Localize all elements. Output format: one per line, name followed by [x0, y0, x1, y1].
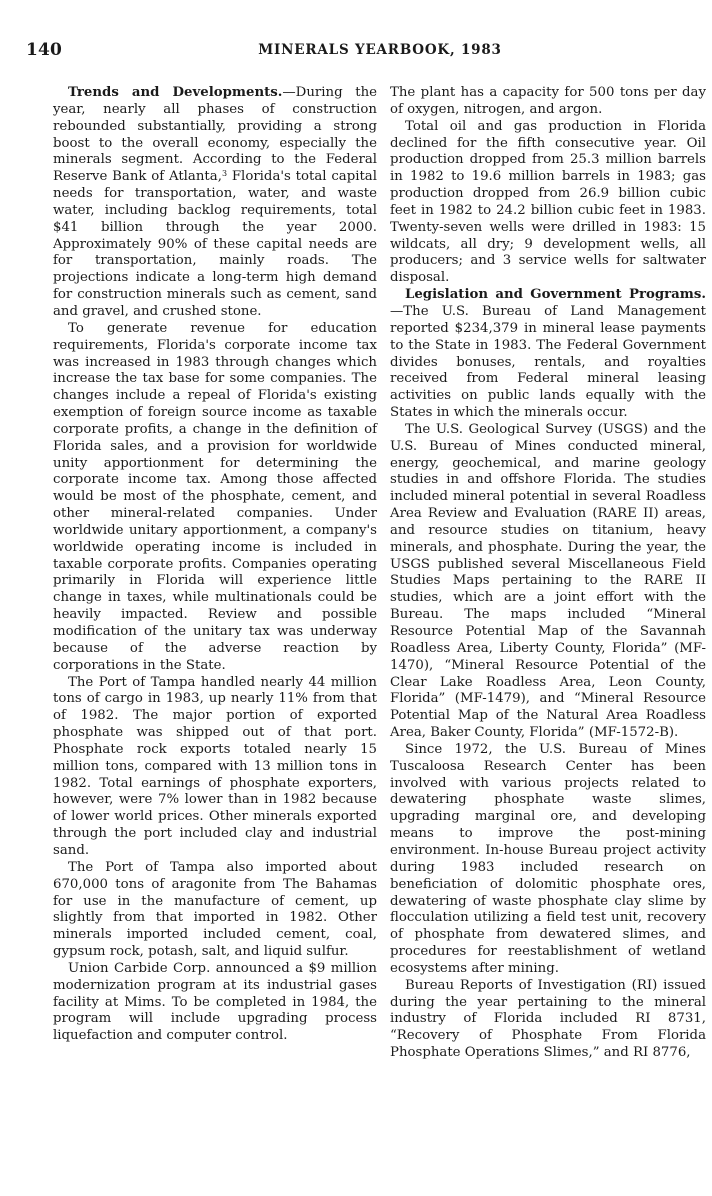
- paragraph-oil-and-gas: Total oil and gas production in Florida declined for the fifth consecutive year. Oil production dropped from 25.3 million barrels in 1982 to 19.6 million barrels in 1983; gas production dropped from 26.9 billion cubic feet in 1982 to 24.2 billion cubic feet in 1983. Twenty-seven wells were drilled in 1983: 15 wildcats, all dry; 9 development wells, all producers; and 3 service wells for saltwater disposal.: [390, 118, 706, 286]
- paragraph-text: Florida's total capital needs for transportation, water, and waste water, including backlog requirements, total $41 billion through the year 2000. Approximately 90% of these capital needs are for transportation, mainly roads. The projections indicate a long-term high demand for construction minerals such as cement, sand and gravel, and crushed stone.: [53, 169, 377, 319]
- paragraph-usgs-studies: The U.S. Geological Survey (USGS) and the U.S. Bureau of Mines conducted mineral, energy, geochemical, and marine geology studies in and offshore Florida. The studies included mineral potential in several Roadless Area Review and Evaluation (RARE II) areas, and resource studies on titanium, heavy minerals, and phosphate. During the year, the USGS published several Miscellaneous Field Studies Maps pertaining to the RARE II studies, which are a joint effort with the Bureau. The maps included “Mineral Resource Potential Map of the Savannah Roadless Area, Liberty County, Florida” (MF-1470), “Mineral Resource Potential of the Clear Lake Roadless Area, Leon County, Florida” (MF-1479), and “Mineral Resource Potential Map of the Natural Area Roadless Area, Baker County, Florida” (MF-1572-B).: [390, 421, 706, 741]
- paragraph-tuscaloosa-research: Since 1972, the U.S. Bureau of Mines Tuscaloosa Research Center has been involved with various projects related to dewatering phosphate waste slimes, upgrading marginal ore, and developing means to improve the post-mining environment. In-house Bureau project activity during 1983 included research on beneficiation of dolomitic phosphate ores, dewatering of waste phosphate clay slime by flocculation utilizing a field test unit, recovery of phosphate from dewatered slimes, and procedures for reestablishment of wetland ecosystems after mining.: [390, 741, 706, 976]
- left-column: [53, 85, 377, 1045]
- right-column: [390, 85, 706, 1062]
- paragraph-trends-and-developments: [53, 85, 377, 321]
- paragraph-plant-capacity: The plant has a capacity for 500 tons per day of oxygen, nitrogen, and argon.: [390, 85, 706, 117]
- paragraph-port-of-tampa-exports: The Port of Tampa handled nearly 44 million tons of cargo in 1983, up nearly 11% from that of 1982. The major portion of exported phosphate was shipped out of that port. Phosphate rock exports totaled nearly 15 million tons, compared with 13 million tons in 1982. Total earnings of phosphate exporters, however, were 7% lower than in 1982 because of lower world prices. Other minerals exported through the port included clay and industrial sand.: [53, 674, 377, 858]
- paragraph-text: —During the year, nearly all phases of construction rebounded substantially, providing a strong boost to the overall economy, especially the minerals segment. According to the Federal Reserve Bank of Atlanta,: [53, 85, 378, 185]
- page-header: [0, 40, 712, 64]
- running-title: MINERALS YEARBOOK, 1983: [258, 42, 502, 58]
- paragraph-corporate-tax: To generate revenue for education requirements, Florida's corporate income tax was increased in 1983 through changes which increase the tax base for some companies. The changes include a repeal of Florida's existing exemption of foreign source income as taxable corporate profits, a change in the definition of Florida sales, and a provision for worldwide unity apportionment for determining the corporate income tax. Among those affected would be most of the phosphate, cement, and other mineral-related companies. Under worldwide unitary apportionment, a company's worldwide operating income is included in taxable corporate profits. Companies operating primarily in Florida will experience little change in taxes, while multinationals could be heavily impacted. Review and possible modification of the unitary tax was underway because of the adverse reaction by corporations in the State.: [53, 320, 377, 673]
- paragraph-union-carbide: Union Carbide Corp. announced a $9 million modernization program at its industrial gases facility at Mims. To be completed in 1984, the program will include upgrading process liquefaction and computer control.: [53, 960, 377, 1044]
- paragraph-legislation: [390, 287, 706, 422]
- section-heading-trends: Trends and Developments.: [68, 85, 283, 100]
- paragraph-bureau-reports: Bureau Reports of Investigation (RI) issued during the year pertaining to the mineral industry of Florida included RI 8731, “Recovery of Phosphate From Florida Phosphate Operations Slimes,” and RI 8776,: [390, 977, 706, 1061]
- page-number: 140: [26, 40, 63, 60]
- paragraph-port-of-tampa-imports: The Port of Tampa also imported about 670,000 tons of aragonite from The Bahamas for use in the manufacture of cement, up slightly from that imported in 1982. Other minerals imported included cement, coal, gypsum rock, potash, salt, and liquid sulfur.: [53, 859, 377, 960]
- section-heading-legislation: Legislation and Government Programs.: [405, 287, 706, 303]
- footnote-marker: 3: [221, 169, 228, 179]
- paragraph-text: —The U.S. Bureau of Land Management reported $234,379 in mineral lease payments to the State in 1983. The Federal Government divides bonuses, rentals, and royalties received from Federal mineral leasing activities on public lands equally with the States in which the minerals occur.: [390, 303, 706, 421]
